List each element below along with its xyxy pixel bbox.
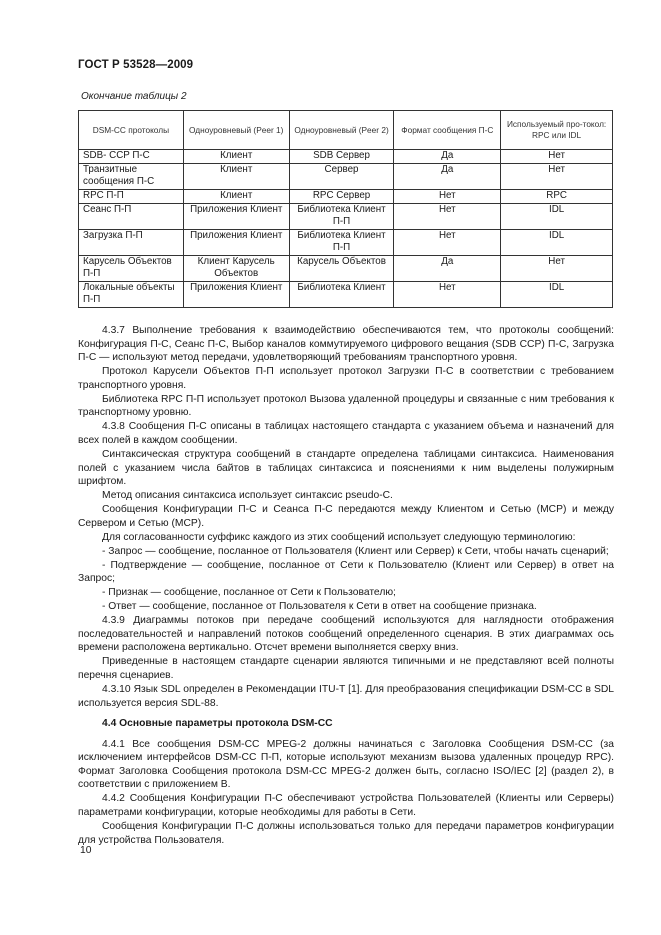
paragraph: Метод описания синтаксиса использует синтаксис pseudo-C. [102, 490, 393, 502]
table-cell: Нет [394, 282, 501, 308]
document-body [78, 324, 614, 847]
table-row [79, 190, 613, 204]
table-cell: IDL [501, 282, 613, 308]
paragraph: Для согласованности суффикс каждого из этих сообщений использует следующую терминологию: [102, 531, 576, 543]
table-cell: Да [394, 150, 501, 164]
paragraph: 4.4.2 Сообщения Конфигурации П-С обеспечивают устройства Пользователей (Клиенты или Серверы) параметрами конфигурации, которые необходимы для работы в Сети. [78, 793, 614, 819]
table-cell: Клиент Карусель Объектов [183, 256, 289, 282]
paragraph: Протокол Карусели Объектов П-П использует протокол Загрузки П-С в соответствии с требованием транспортного уровня. [78, 366, 614, 391]
table-cell: Карусель Объектов [289, 256, 394, 282]
table-cell: Нет [394, 230, 501, 256]
table-cell: Сеанс П-П [79, 204, 184, 230]
column-header: Одноуровневый (Peer 2) [289, 111, 394, 150]
paragraph: Сообщения Конфигурации П-С и Сеанса П-С передаются между Клиентом и Сетью (МСР) и между Сервером и Сетью (МСР). [78, 504, 614, 529]
paragraph: Приведенные в настоящем стандарте сценарии являются типичными и не представляют всей полноты перечня сценариев. [78, 656, 614, 681]
table-cell: Клиент [183, 150, 289, 164]
table-row [79, 256, 613, 282]
table-cell: Нет [501, 164, 613, 190]
page-number: 10 [80, 845, 92, 856]
paragraph: Библиотека RPC П-П использует протокол Вызова удаленной процедуры и связанные с ним требования к транспортному уровню. [78, 393, 614, 419]
list-item: - Ответ — сообщение, посланное от Пользователя к Сети в ответ на сообщение признака. [102, 601, 537, 613]
column-header: Формат сообщения П-С [394, 111, 501, 150]
table-cell: IDL [501, 230, 613, 256]
table-cell: Нет [394, 190, 501, 204]
table-cell: SDB Сервер [289, 150, 394, 164]
table-cell: Да [394, 164, 501, 190]
table-cell: Нет [501, 256, 613, 282]
column-header: Используемый про-токол: RPC или IDL [501, 111, 613, 150]
table-cell: Библиотека Клиент [289, 282, 394, 308]
table-cell: RPC П-П [79, 190, 184, 204]
table-cell: Карусель Объектов П-П [79, 256, 184, 282]
paragraph: 4.3.9 Диаграммы потоков при передаче сообщений используются для наглядности отображения последовательностей и направлений потоков сообщений определенного сценария. В этих диаграммах ось времени расположена вертикально. Отсчет времени выполняется сверху вниз. [78, 615, 614, 654]
table-cell: Приложения Клиент [183, 282, 289, 308]
table-row [79, 150, 613, 164]
paragraph: 4.3.7 Выполнение требования к взаимодействию обеспечиваются тем, что протоколы сообщений: Конфигурация П-С, Сеанс П-С, Выбор каналов коммутируемого цифрового вещания (SDB CCP) П-С, Загрузка П-С — используют метод передачи, удовлетворяющий требованиям транспортного уровня. [78, 325, 614, 364]
paragraph: Сообщения Конфигурации П-С должны использоваться только для передачи параметров конфигурации для устройства Пользователя. [78, 821, 614, 846]
table-cell: Библиотека Клиент П-П [289, 230, 394, 256]
table-cell: RPC [501, 190, 613, 204]
paragraph: 4.3.8 Сообщения П-С описаны в таблицах настоящего стандарта с указанием объема и назначений для всех полей в каждом сообщении. [78, 421, 614, 446]
table-row [79, 230, 613, 256]
table-cell: IDL [501, 204, 613, 230]
table-cell: Клиент [183, 164, 289, 190]
table-cell: Приложения Клиент [183, 230, 289, 256]
table-cell: Локальные объекты П-П [79, 282, 184, 308]
table-cell: Транзитные сообщения П-С [79, 164, 184, 190]
protocols-table [78, 110, 613, 308]
paragraph: Синтаксическая структура сообщений в стандарте определена таблицами синтаксиса. Наименования полей с указанием числа байтов в таблицах синтаксиса и пояснениями к ним выделены полужирным шрифтом. [78, 448, 614, 488]
table-cell: Клиент [183, 190, 289, 204]
table-row [79, 282, 613, 308]
table-cell: RPC Сервер [289, 190, 394, 204]
section-title: 4.4 Основные параметры протокола DSM-CC [102, 718, 333, 730]
table-cell: Нет [394, 204, 501, 230]
table-cell: Нет [501, 150, 613, 164]
table-header-row [79, 111, 613, 150]
table-cell: SDB- CCP П-С [79, 150, 184, 164]
table-row [79, 164, 613, 190]
column-header: DSM-CC протоколы [79, 111, 184, 150]
table-cell: Загрузка П-П [79, 230, 184, 256]
list-item: - Признак — сообщение, посланное от Сети к Пользователю; [102, 587, 396, 599]
document-header: ГОСТ Р 53528—2009 [78, 59, 194, 71]
list-item: - Подтверждение — сообщение, посланное от Сети к Пользователю (Клиент или Сервер) в ответ на Запрос; [78, 559, 614, 585]
table-cell: Приложения Клиент [183, 204, 289, 230]
column-header: Одноуровневый (Peer 1) [183, 111, 289, 150]
table-cell: Да [394, 256, 501, 282]
table-cell: Библиотека Клиент П-П [289, 204, 394, 230]
table-row [79, 204, 613, 230]
paragraph: 4.3.10 Язык SDL определен в Рекомендации ITU-T [1]. Для преобразования спецификации DSM-CC в SDL используется версия SDL-88. [78, 683, 614, 709]
paragraph: 4.4.1 Все сообщения DSM-CC MPEG-2 должны начинаться с Заголовка Сообщения DSM-CC (за исключением интерфейсов DSM-CC П-П, которые используют механизм вызова удаленных процедур RPC). Формат Заголовка Сообщения протокола DSM-CC MPEG-2 должен быть, согласно ISO/IEC [2] (раздел 2), в соответствии с приложением B. [78, 738, 614, 791]
table-caption: Окончание таблицы 2 [81, 91, 187, 102]
list-item: - Запрос — сообщение, посланное от Пользователя (Клиент или Сервер) к Сети, чтобы начать сценарий; [102, 545, 609, 557]
table-cell: Сервер [289, 164, 394, 190]
